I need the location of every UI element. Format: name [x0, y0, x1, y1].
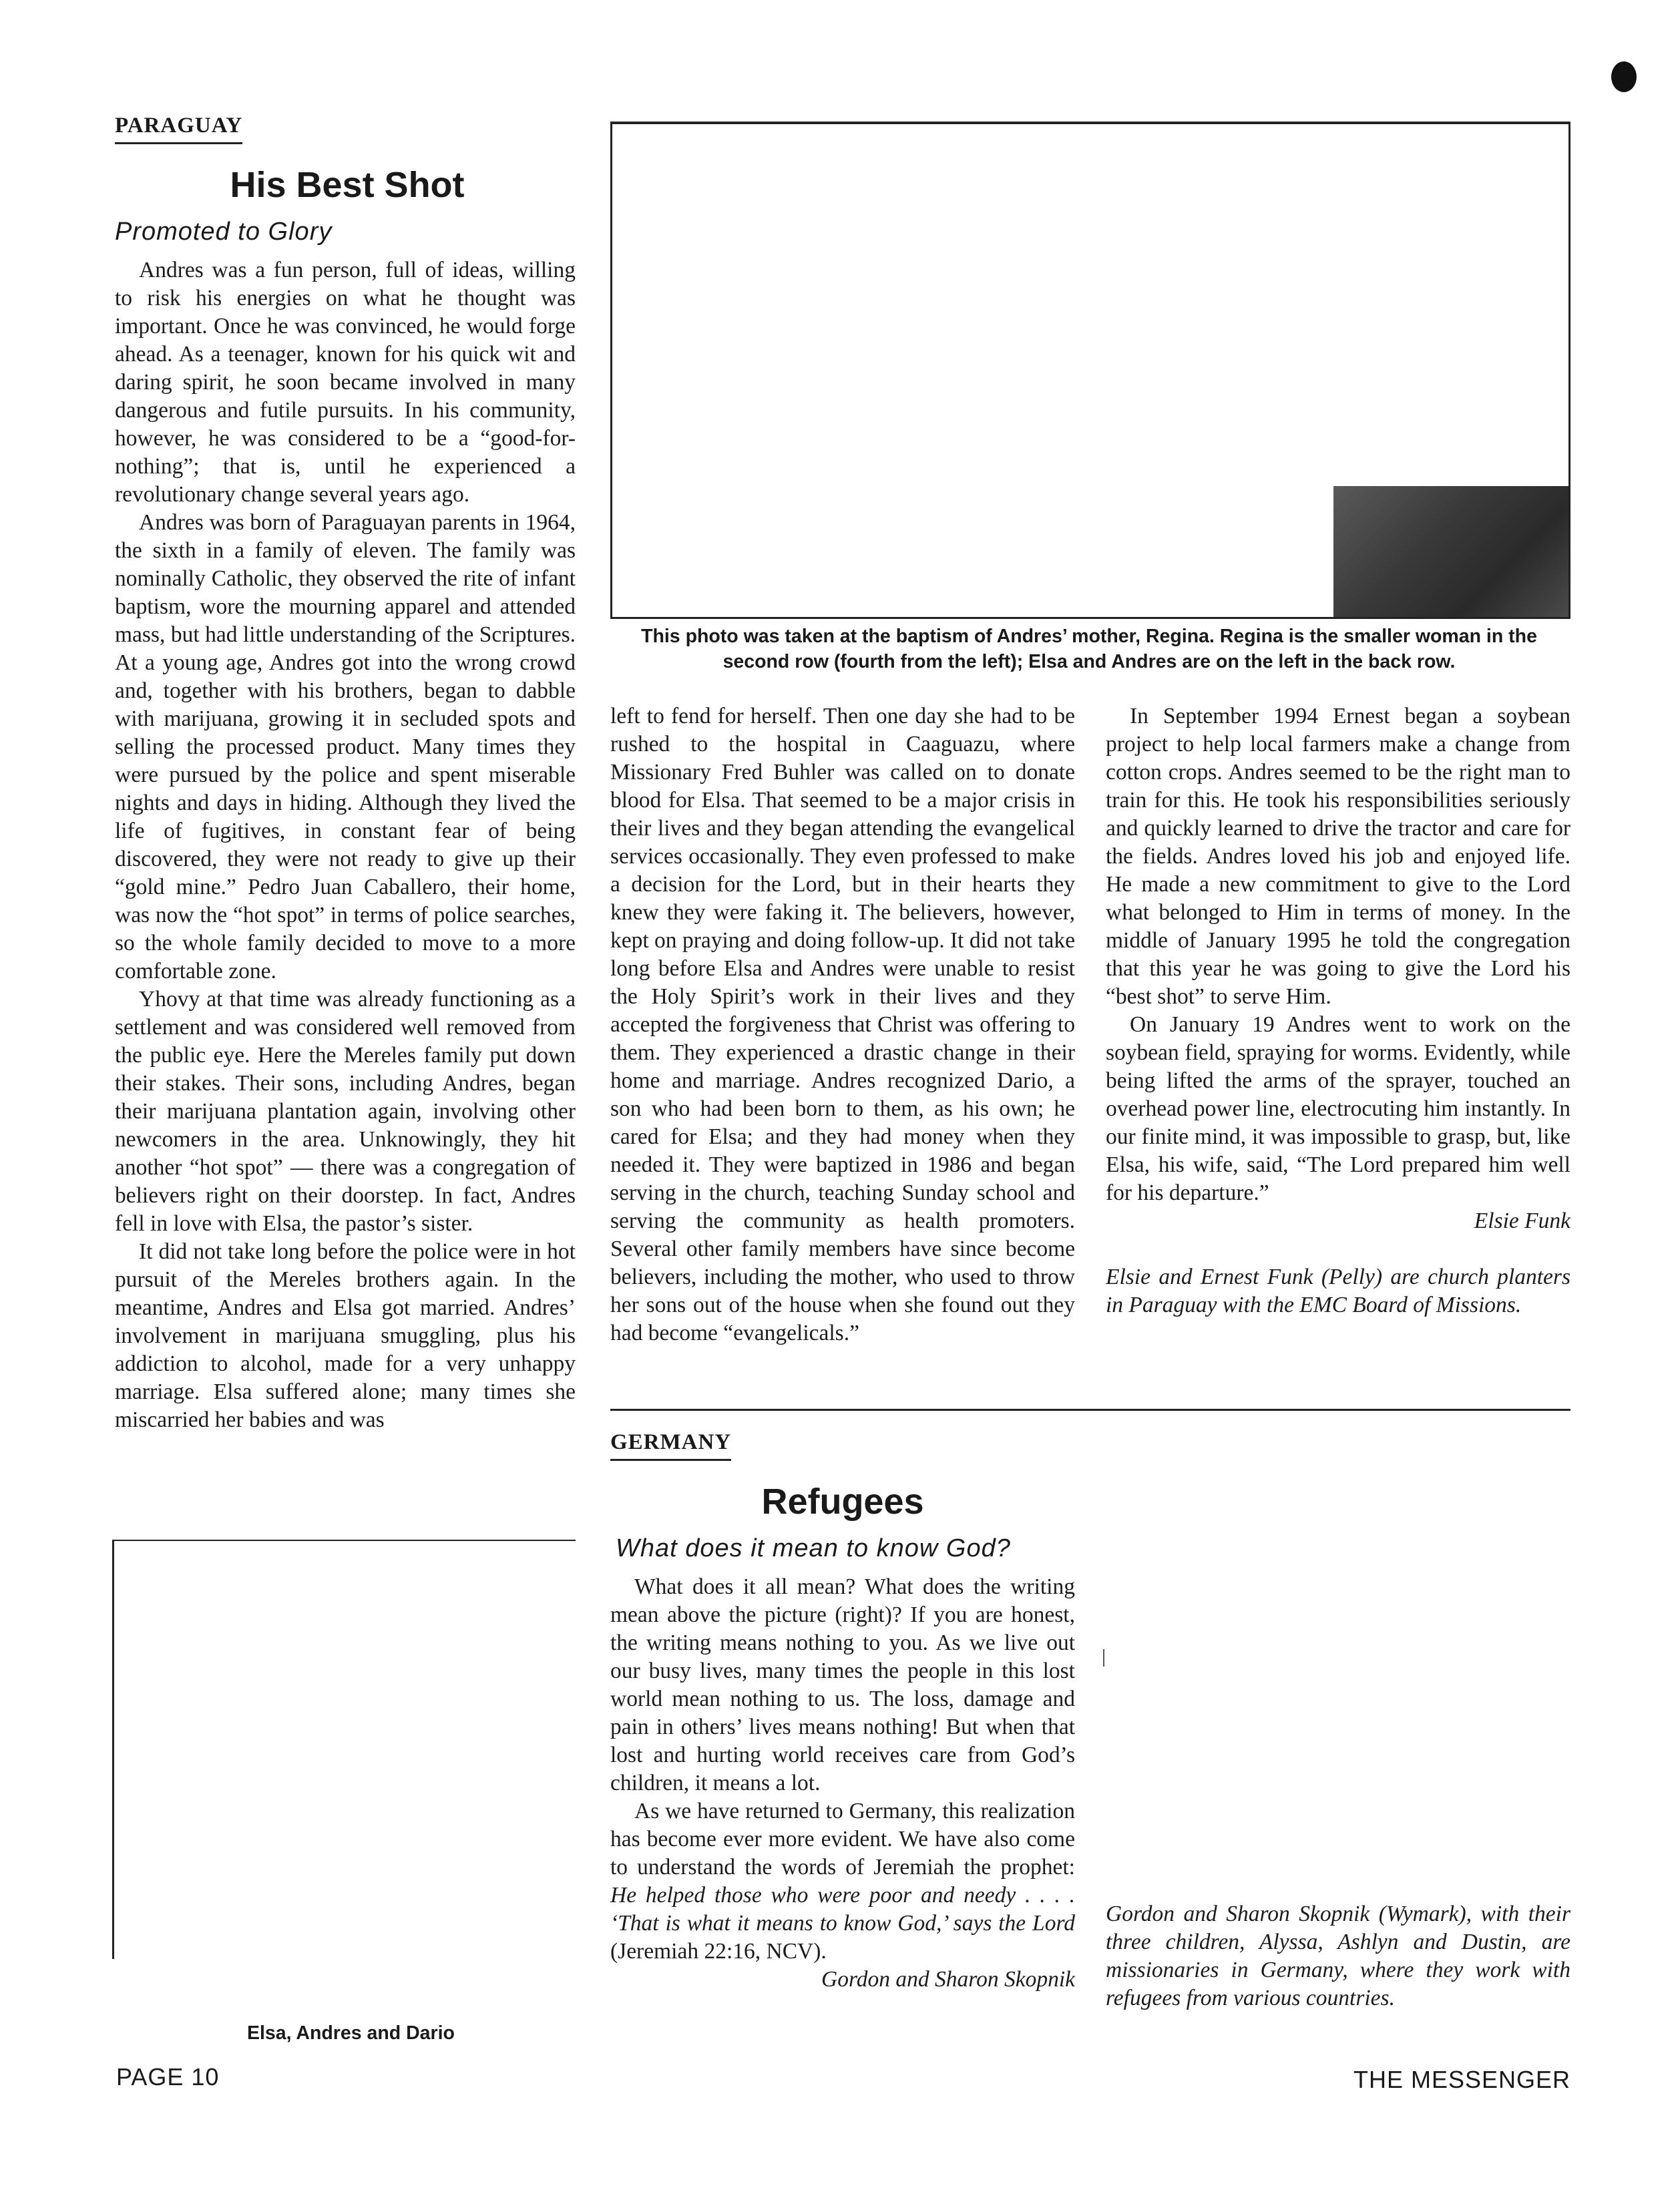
photo-top-edge [112, 1540, 576, 1541]
publication-name: THE MESSENGER [1353, 2066, 1570, 2093]
baptism-photo-caption: This photo was taken at the baptism of Andres’ mother, Regina. Regina is the smaller woman in the second row (fourth from the left); Elsa and Andres are on the left in the back row. [641, 626, 1537, 672]
article2-bio-column [1106, 1900, 1570, 2012]
page-number: PAGE 10 [116, 2063, 220, 2091]
author-bio: Gordon and Sharon Skopnik (Wymark), with their three children, Alyssa, Ashlyn and Dustin, are missionaries in Germany, where they work with refugees from various countries. [1106, 1902, 1570, 2010]
article2-column [610, 1573, 1075, 1994]
scripture-reference: (Jeremiah 22:16, NCV). [610, 1939, 827, 1964]
paragraph: left to fend for herself. Then one day she had to be rushed to the hospital in Caaguazu, where Missionary Fred Buhler was called on to donate blood for Elsa. That seemed to be a major crisis in their lives and they began attending the evangelical services occasionally. They even professed to make a decision for the Lord, but in their hearts they knew they were faking it. The believers, however, kept on praying and doing follow-up. It did not take long before Elsa and Andres were unable to resist the Holy Spirit’s work in their lives and they accepted the forgiveness that Christ was offering to them. They experienced a drastic change in their home and marriage. Andres recognized Dario, a son who had been born to them, as his own; he cared for Elsa; and they had money when they needed it. They were baptized in 1986 and began serving in the church, teaching Sunday school and serving the community as health promoters. Several other family members have since become believers, including the mother, who used to throw her sons out of the house when she found out they had become “evangelicals.” [610, 704, 1075, 1345]
paragraph: Andres was born of Paraguayan parents in 1964, the sixth in a family of eleven. The family was nominally Catholic, they observed the rite of infant baptism, wore the mourning apparel and attended mass, but had little understanding of the Scriptures. At a young age, Andres got into the wrong crowd and, together with his brothers, began to dabble with marijuana, growing it in secluded spots and selling the processed product. Many times they were pursued by the police and spent miserable nights and days in hiding. Although they lived the life of fugitives, in constant fear of being discovered, they were not ready to give up their “gold mine.” Pedro Juan Caballero, their home, was now the “hot spot” in terms of police searches, so the whole family decided to move to a more comfortable zone. [115, 510, 576, 983]
paragraph: On January 19 Andres went to work on the soybean field, spraying for worms. Evidently, while being lifted the arms of the sprayer, touched an overhead power line, electrocuting him instantly. In our finite mind, it was impossible to grasp, but, like Elsa, his wife, said, “The Lord prepared him well for his departure.” [1106, 1012, 1570, 1205]
photo-edge-mark [1103, 1649, 1104, 1667]
photo-dark-corner [1333, 486, 1568, 617]
scripture-quote: He helped those who were poor and needy . . . . ‘That is what it means to know God,’ says the Lord [610, 1883, 1075, 1936]
paragraph: In September 1994 Ernest began a soybean project to help local farmers make a change from cotton crops. Andres seemed to be the right man to train for this. He took his responsibilities seriously and quickly learned to drive the tractor and care for the fields. Andres loved his job and enjoyed life. He made a new commitment to give to the Lord what belonged to Him in terms of money. In the middle of January 1995 he told the congregation that this year he was going to give the Lord his “best shot” to serve Him. [1106, 704, 1570, 1009]
paragraph [610, 1797, 1075, 1966]
section-divider [610, 1409, 1570, 1411]
article1-column-1 [115, 256, 576, 1434]
author-signature: Gordon and Sharon Skopnik [821, 1967, 1075, 1992]
article2-title: Refugees [761, 1482, 924, 1522]
family-photo-caption: Elsa, Andres and Dario [247, 2022, 455, 2044]
author-signature: Elsie Funk [1474, 1209, 1570, 1233]
article-title: His Best Shot [230, 165, 465, 205]
family-photo [112, 1540, 576, 2012]
section-label-germany: GERMANY [610, 1430, 731, 1461]
paragraph-text: As we have returned to Germany, this realization has become ever more evident. We have also come to understand the words of Jeremiah the prophet: [610, 1799, 1075, 1880]
paragraph: It did not take long before the police were in hot pursuit of the Mereles brothers again. In the meantime, Andres and Elsa got married. Andres’ involvement in marijuana smuggling, plus his addiction to alcohol, made for a very unhappy marriage. Elsa suffered alone; many times she miscarried her babies and was [115, 1239, 576, 1432]
paragraph: Andres was a fun person, full of ideas, willing to risk his energies on what he thought was important. Once he was convinced, he would forge ahead. As a teenager, known for his quick wit and daring spirit, he soon became involved in many dangerous and futile pursuits. In his community, however, he was considered to be a “good-for-nothing”; that is, until he experienced a revolutionary change several years ago. [115, 258, 576, 507]
article1-column-3 [1106, 702, 1570, 1319]
baptism-photo [610, 122, 1570, 619]
section-label-paraguay: PARAGUAY [115, 114, 242, 144]
article-subtitle: Promoted to Glory [115, 218, 333, 246]
author-bio: Elsie and Ernest Funk (Pelly) are church planters in Paraguay with the EMC Board of Missions. [1106, 1265, 1570, 1317]
refugee-photo [1103, 1449, 1570, 1876]
punch-hole [1611, 61, 1637, 92]
paragraph: Yhovy at that time was already functioning as a settlement and was considered well removed from the public eye. Here the Mereles family put down their stakes. Their sons, including Andres, began their marijuana plantation again, involving other newcomers in the area. Unknowingly, they hit another “hot spot” — there was a congregation of believers right on their doorstep. In fact, Andres fell in love with Elsa, the pastor’s sister. [115, 987, 576, 1236]
photo-left-edge [112, 1540, 114, 1959]
article2-subtitle: What does it mean to know God? [616, 1534, 1011, 1562]
paragraph: What does it all mean? What does the writing mean above the picture (right)? If you are honest, the writing means nothing to you. As we live out our busy lives, many times the people in this lost world mean nothing to us. The loss, damage and pain in others’ lives means nothing! But when that lost and hurting world receives care from God’s children, it means a lot. [610, 1574, 1075, 1795]
article1-column-2 [610, 702, 1075, 1347]
